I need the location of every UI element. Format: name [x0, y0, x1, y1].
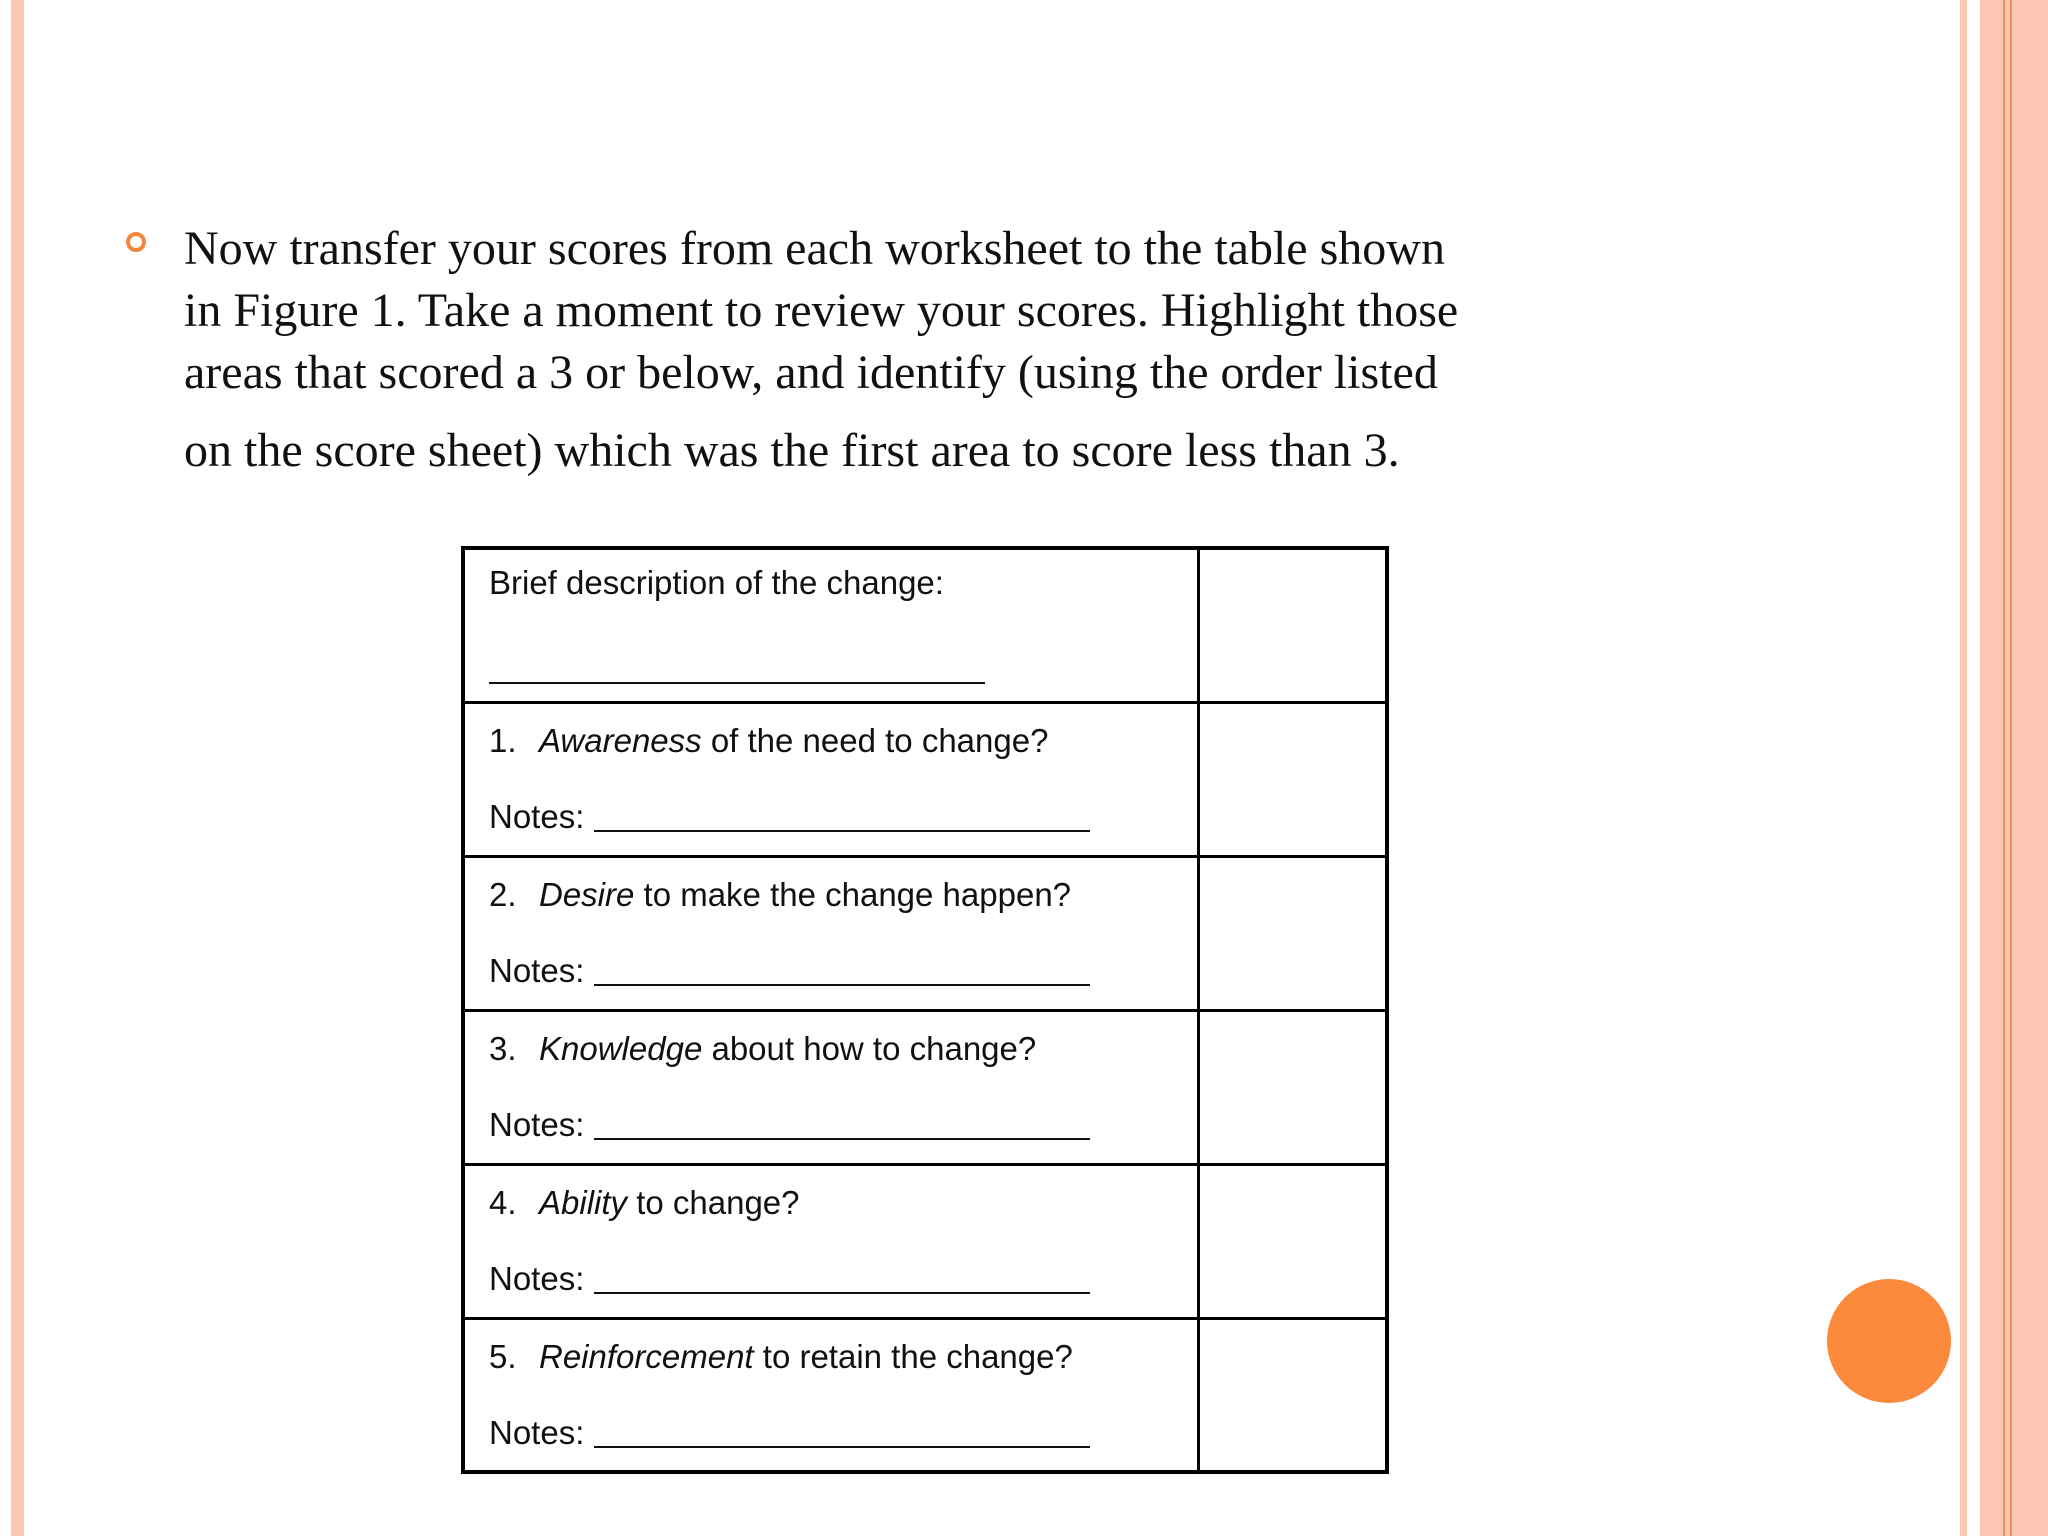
- description-row: [465, 550, 1385, 704]
- question-row: [465, 858, 1385, 1012]
- score-cell: [1200, 550, 1385, 701]
- notes-blank-line: [594, 830, 1090, 832]
- question-text: 3. Knowledge about how to change?: [489, 1030, 1037, 1067]
- question-row: [465, 1012, 1385, 1166]
- score-cell: [1200, 1166, 1385, 1317]
- score-table: [461, 546, 1389, 1474]
- question-cell: [465, 858, 1200, 1009]
- bullet-line: on the score sheet) which was the first area to score less than 3.: [184, 424, 1400, 477]
- left-border-decoration: [11, 0, 24, 1536]
- notes-line: Notes:: [489, 1260, 1090, 1298]
- score-cell: [1200, 858, 1385, 1009]
- notes-blank-line: [594, 1138, 1090, 1140]
- question-row: [465, 1166, 1385, 1320]
- right-border-line-decoration: [2003, 0, 2005, 1536]
- question-cell: [465, 1320, 1200, 1474]
- right-border-wide-decoration: [1980, 0, 2048, 1536]
- score-cell: [1200, 1012, 1385, 1163]
- question-text: 5. Reinforcement to retain the change?: [489, 1338, 1073, 1375]
- question-cell: [465, 1166, 1200, 1317]
- notes-blank-line: [594, 984, 1090, 986]
- score-cell: [1200, 1320, 1385, 1474]
- notes-line: Notes:: [489, 952, 1090, 990]
- description-blank-line: [489, 682, 985, 684]
- question-cell: [465, 704, 1200, 855]
- bullet-circle-icon: [126, 232, 146, 252]
- description-label: Brief description of the change:: [489, 564, 944, 601]
- question-text: 2. Desire to make the change happen?: [489, 876, 1072, 913]
- orange-circle-decoration: [1827, 1279, 1951, 1403]
- question-text: 1. Awareness of the need to change?: [489, 722, 1049, 759]
- notes-blank-line: [594, 1446, 1090, 1448]
- bullet-paragraph: [184, 218, 1784, 482]
- notes-line: Notes:: [489, 1414, 1090, 1452]
- question-cell: [465, 1012, 1200, 1163]
- score-cell: [1200, 704, 1385, 855]
- description-cell: [465, 550, 1200, 701]
- notes-line: Notes:: [489, 798, 1090, 836]
- notes-blank-line: [594, 1292, 1090, 1294]
- bullet-line: areas that scored a 3 or below, and identify (using the order listed: [184, 346, 1438, 399]
- notes-line: Notes:: [489, 1106, 1090, 1144]
- right-border-line2-decoration: [2010, 0, 2012, 1536]
- bullet-line: in Figure 1. Take a moment to review your scores. Highlight those: [184, 284, 1459, 337]
- question-text: 4. Ability to change?: [489, 1184, 800, 1221]
- right-border-thin-decoration: [1960, 0, 1967, 1536]
- question-row: [465, 1320, 1385, 1474]
- bullet-line: Now transfer your scores from each worksheet to the table shown: [184, 222, 1445, 275]
- question-row: [465, 704, 1385, 858]
